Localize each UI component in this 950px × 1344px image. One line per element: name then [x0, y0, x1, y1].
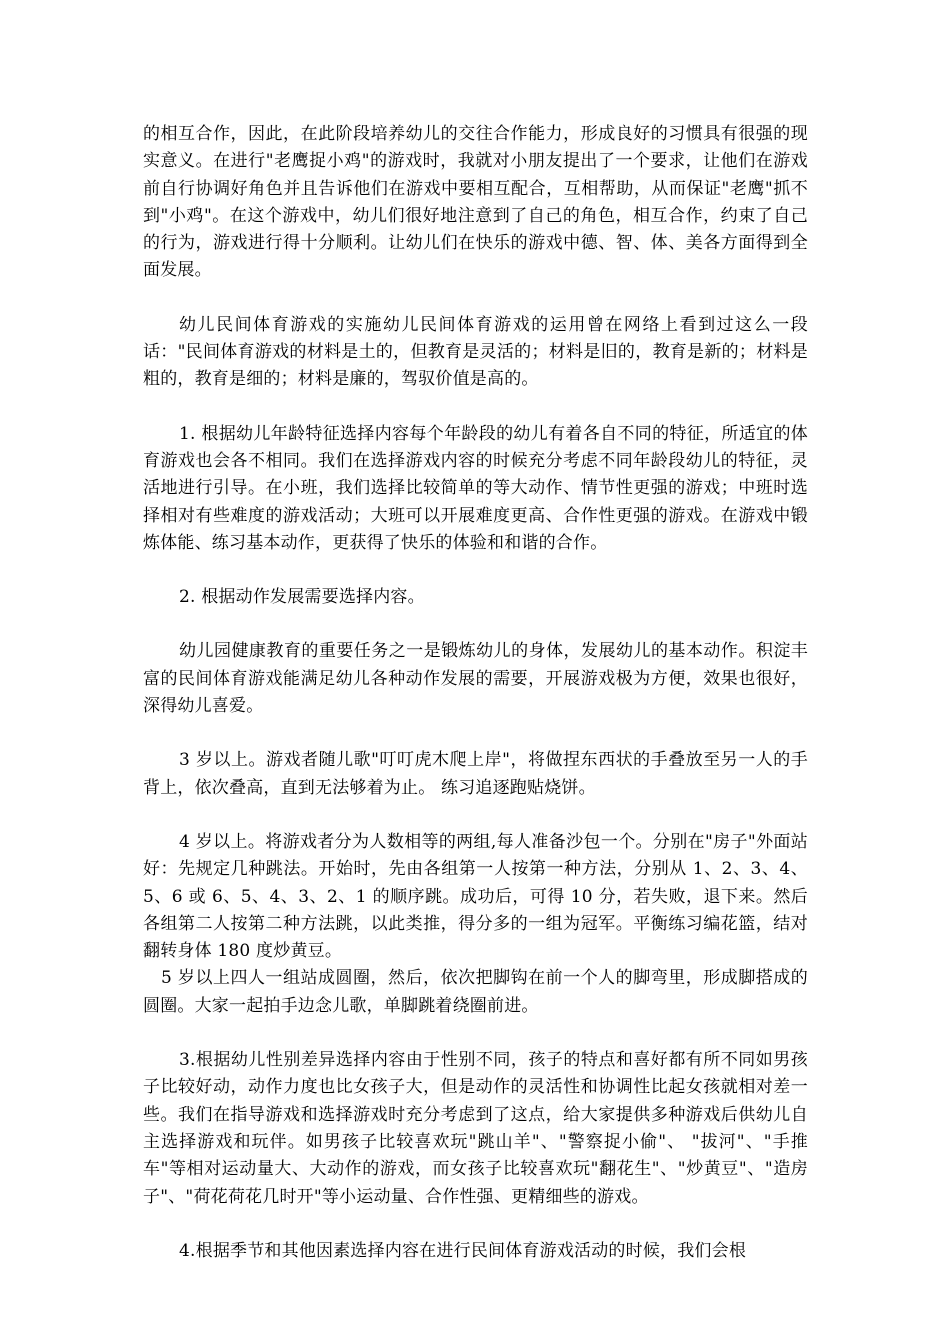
paragraph-3: 1. 根据幼儿年龄特征选择内容每个年龄段的幼儿有着各自不同的特征，所适宜的体育游戏也会各不相同。我们在选择游戏内容的时候充分考虑不同年龄段幼儿的特征，灵活地进行引导。在小班，我们选择比较简单的等大动作、情节性更强的游戏；中班时选择相对有些难度的游戏活动；大班可以开展难度更高、合作性更强的游戏。在游戏中锻炼体能、练习基本动作，更获得了快乐的体验和和谐的合作。	[143, 423, 808, 553]
paragraph-9: 3.根据幼儿性别差异选择内容由于性别不同，孩子的特点和喜好都有所不同如男孩子比较好动，动作力度也比女孩子大，但是动作的灵活性和协调性比起女孩就相对差一些。我们在指导游戏和选择游戏时充分考虑到了这点，给大家提供多种游戏后供幼儿自主选择游戏和玩伴。如男孩子比较喜欢玩"跳山羊"、"警察捉小偷"、 "拔河"、"手推车"等相对运动量大、大动作的游戏，而女孩子比较喜欢玩"翻花生"、"炒黄豆"、"造房子"、"荷花荷花几时开"等小运动量、合作性强、更精细些的游戏。	[143, 1050, 808, 1207]
paragraph-1: 的相互合作，因此，在此阶段培养幼儿的交往合作能力，形成良好的习惯具有很强的现实意义。在进行"老鹰捉小鸡"的游戏时，我就对小朋友提出了一个要求，让他们在游戏前自行协调好角色并且告诉他们在游戏中要相互配合，互相帮助，从而保证"老鹰"抓不到"小鸡"。在这个游戏中，幼儿们很好地注意到了自己的角色，相互合作，约束了自己的行为，游戏进行得十分顺利。让幼儿们在快乐的游戏中德、智、体、美各方面得到全面发展。	[143, 124, 808, 281]
paragraph-8: 5 岁以上四人一组站成圆圈，然后，依次把脚钩在前一个人的脚弯里，形成脚搭成的圆圈。大家一起拍手边念儿歌，单脚跳着绕圈前进。	[143, 968, 808, 1016]
paragraph-4: 2. 根据动作发展需要选择内容。	[179, 587, 425, 608]
paragraph-10: 4.根据季节和其他因素选择内容在进行民间体育游戏活动的时候，我们会根	[179, 1240, 747, 1261]
paragraph-2: 幼儿民间体育游戏的实施幼儿民间体育游戏的运用曾在网络上看到过这么一段话："民间体育游戏的材料是土的，但教育是灵活的；材料是旧的，教育是新的；材料是粗的，教育是细的；材料是廉的，驾驭价值是高的。	[143, 314, 808, 390]
paragraph-6: 3 岁以上。游戏者随儿歌"叮叮虎木爬上岸"，将做捏东西状的手叠放至另一人的手背上，依次叠高，直到无法够着为止。 练习追逐跑贴烧饼。	[143, 750, 808, 798]
paragraph-5: 幼儿园健康教育的重要任务之一是锻炼幼儿的身体，发展幼儿的基本动作。积淀丰富的民间体育游戏能满足幼儿各种动作发展的需要，开展游戏极为方便，效果也很好，深得幼儿喜爱。	[143, 641, 808, 717]
document-body	[143, 121, 808, 1265]
paragraph-7: 4 岁以上。将游戏者分为人数相等的两组,每人准备沙包一个。分别在"房子"外面站好：先规定几种跳法。开始时，先由各组第一人按第一种方法，分别从 1、2、3、4、5、6 或 6、5、4、3、2、1 的顺序跳。成功后，可得 10 分，若失败，退下来。然后各组第二人按第二种方法跳，以此类推，得分多的一组为冠军。平衡练习编花篮，结对翻转身体 180 度炒黄豆。	[143, 831, 808, 962]
